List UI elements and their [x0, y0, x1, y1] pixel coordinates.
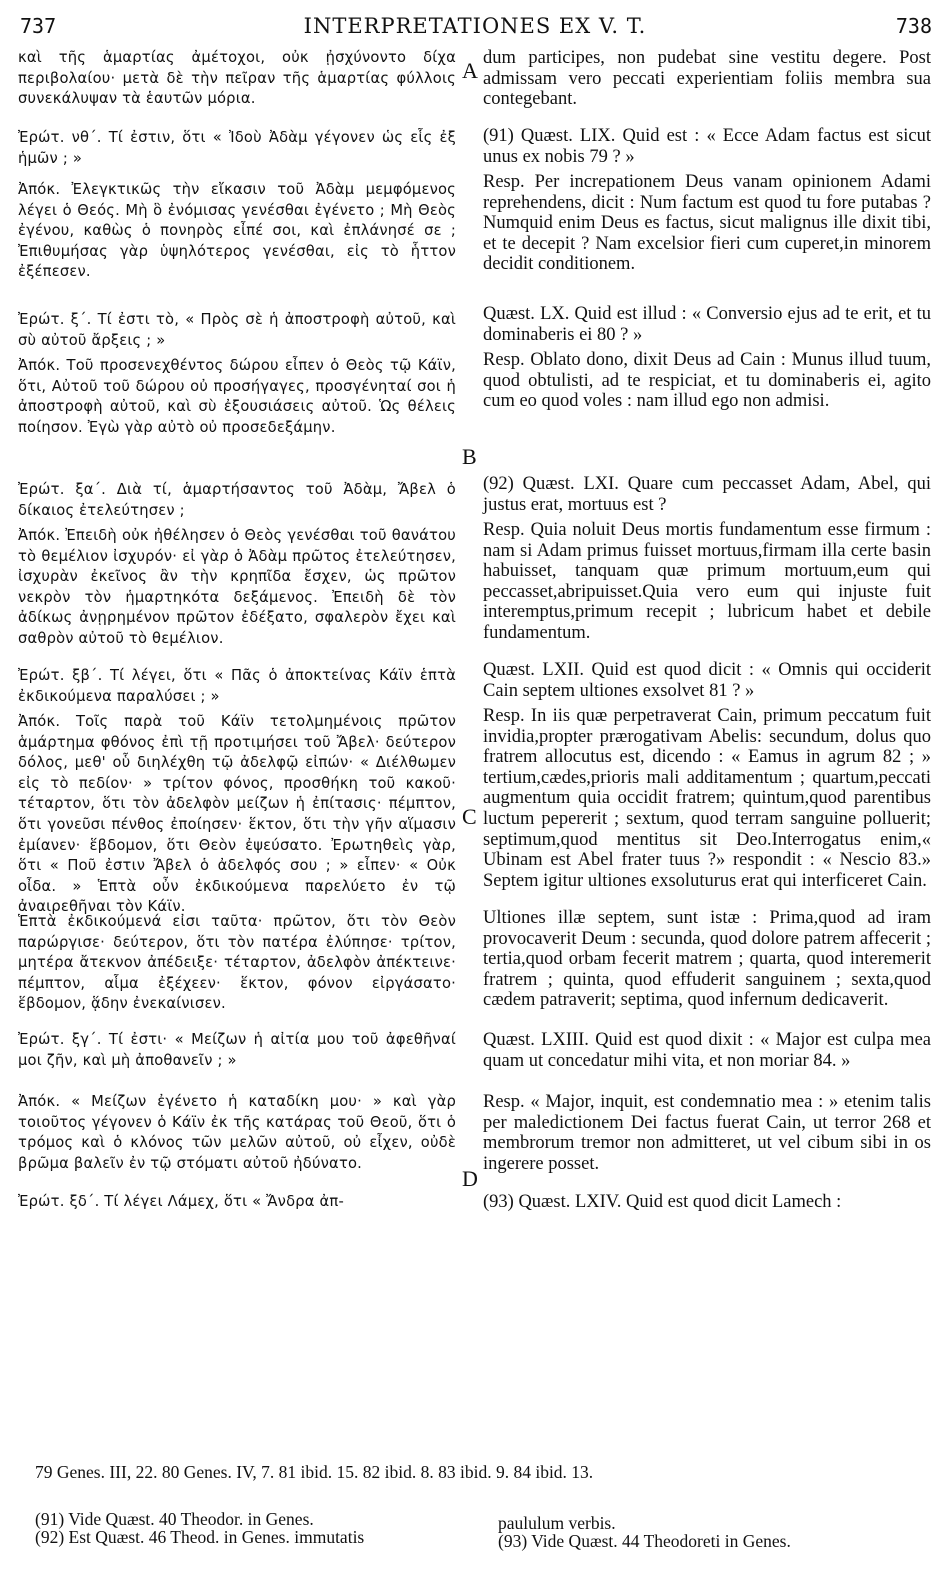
greek-question-61: Ἐρώτ. ξα΄. Διὰ τί, ἁμαρτήσαντος τοῦ Ἀδὰμ, Ἄβελ ὁ δίκαιος ἐτελεύτησεν ; [18, 481, 456, 519]
latin-question-61: (92) Quæst. LXI. Quare cum peccasset Adam, Abel, qui justus erat, mortuus est ? [483, 474, 931, 515]
latin-seven-punishments: Ultiones illæ septem, sunt istæ : Prima,quod ad iram provocaverit Deum : secunda, quod dolore patrem affecerit ; tertia,quod orbam fecerit matrem ; quarta, quod interemerit fratrem ; quinta, quod effuderit sanguinem ; sexta,quod cædem patraverit; septima, quod infernum dedicaverit. [483, 908, 931, 1011]
page-number-left: 737 [20, 14, 57, 38]
latin-column [483, 48, 931, 1213]
latin-answer-62: Resp. In iis quæ perpetraverat Cain, primum peccatum fuit invidia,propter prærogativam Abelis: secundum, dolus quo fratrem allocutus est, dicendo : « Eamus in agrum 82 ; » tertium,cædes,prioris mali additamentum ; quartum,peccati augmentum quia occidit fratrem; quintum,quod parentibus luctum pepererit ; sextum, quod terram sanguine polluerit; septimum,quod mentitus sit Deo.Interrogatus enim,« Ubinam est Abel frater tuus ?» respondit : « Nescio 83.» Septem igitur ultiones exsoluturus erat qui interficeret Cain. [483, 706, 931, 891]
running-header [0, 14, 950, 44]
latin-answer-60: Resp. Oblato dono, dixit Deus ad Cain : Munus illud tuum, quod obtulisti, ad te respiciat, et tu dominaberis ei, agito cum eo quod voles : nam illud ego non admisi. [483, 350, 931, 412]
greek-question-63: Ἐρώτ. ξγ΄. Τί ἐστι· « Μείζων ἡ αἰτία μου τοῦ ἀφεθῆναί μοι ζῆν, καὶ μὴ ἀποθανεῖν ; » [18, 1031, 456, 1069]
margin-letter-a: A [462, 58, 478, 83]
greek-question-62: Ἐρώτ. ξβ΄. Τί λέγει, ὅτι « Πᾶς ὁ ἀποκτείνας Κάϊν ἑπτὰ ἐκδικούμενα παραλύσει ; » [18, 667, 456, 705]
margin-letter-d: D [462, 1166, 478, 1191]
greek-question-59: Ἐρώτ. νθ΄. Τί ἐστιν, ὅτι « Ἰδοὺ Ἀδὰμ γέγονεν ὡς εἷς ἐξ ἡμῶν ; » [18, 129, 456, 167]
greek-seven-punishments: Ἑπτὰ ἐκδικούμενά εἰσι ταῦτα· πρῶτον, ὅτι τὸν Θεὸν παρώργισε· δεύτερον, ὅτι τὸν πατέρα ἐλύπησε· τρίτον, μητέρα ἄτεκνον ἀπέδειξε· τέταρτον, ἀδελφὸν ἀπέκτεινε· πέμπτον, αἷμα ἐξέχεεν· ἕκτον, φόνον εἰργάσατο· ἕβδομον, ᾅδην ἐνεκαίνισεν. [18, 913, 456, 1013]
greek-answer-59: Ἀπόκ. Ἐλεγκτικῶς τὴν εἴκασιν τοῦ Ἀδὰμ μεμφόμενος λέγει ὁ Θεός. Μὴ ὃ ἐνόμισας γενέσθαι ἐγένετο ; Μὴ Θεὸς ἐγένου, καθὼς ὁ πονηρὸς εἶπέ σοι, καὶ ἐπλάνησέ σε ; Ἐπιθυμήσας γὰρ ὑψηλότερος γενέσθαι, εἰς τὸ ἧττον ἐξέπεσεν. [18, 181, 456, 281]
note-93: (93) Vide Quæst. 44 Theodoreti in Genes. [498, 1531, 791, 1551]
latin-question-64: (93) Quæst. LXIV. Quid est quod dicit Lamech : [483, 1192, 842, 1212]
latin-paragraph: dum participes, non pudebat sine vestitu degere. Post admissam vero peccati experientiam foliis membra sua contegebant. [483, 48, 931, 110]
latin-answer-59: Resp. Per increpationem Deus vanam opinionem Adami reprehendens, dicit : Num factum est quod tu fore putabas ? Numquid enim Deus es factus, sicut malignus ille dixit tibi, et te decepit ? Nam excelsior fieri cum cuperet,in minorem decidit conditionem. [483, 172, 931, 275]
greek-answer-63: Ἀπόκ. « Μείζων ἐγένετο ἡ καταδίκη μου· » καὶ γὰρ τοιοῦτος γέγονεν ὁ Κάϊν ἐκ τῆς κατάρας τοῦ Θεοῦ, ὅτι ὁ τρόμος καὶ ὁ κλόνος τῶν μελῶν αὐτοῦ, οὐ εἶχεν, οὐδὲ βρῶμα βαλεῖν ἐν τῷ στόματι αὐτοῦ ἠδύνατο. [18, 1093, 456, 1172]
greek-answer-62: Ἀπόκ. Τοῖς παρὰ τοῦ Κάϊν τετολμημένοις πρῶτον ἁμάρτημα φθόνος ἐπὶ τῇ προτιμήσει τοῦ Ἄβελ· δεύτερον δόλος, μεθ' οὗ διηλέχθη τῷ ἀδελφῷ εἰπών· « Διέλθωμεν εἰς τὸ πεδίον· » τρίτον φόνος, προσθήκη τοῦ κακοῦ· τέταρτον, ὅτι τὸν ἀδελφὸν μείζων ἡ ἐπίτασις· πέμπτον, ὅτι γονεῦσι πένθος ἐποίησεν· ἕκτον, ὅτι τὴν γῆν αἵμασιν ἐμίανεν· ἕβδομον, ὅτι Θεὸν ἐψεύσατο. Ἐρωτηθεὶς γὰρ, ὅτι « Ποῦ ἐστιν Ἄβελ ὁ ἀδελφός σου ; » εἶπεν· « Οὐκ οἶδα. » Ἑπτὰ οὖν ἐκδικούμενα παρελύετο ἐν τῷ ἀναιρεθῆναι τὸν Κάϊν. [18, 713, 456, 916]
margin-letter-b: B [462, 444, 477, 469]
latin-answer-63: Resp. « Major, inquit, est condemnatio mea : » etenim talis per maledictionem Dei factus fuerat Cain, ut terror 268 et membrorum tremor non admitteret, ut vel cibum sibi in os ingerere posset. [483, 1092, 931, 1174]
greek-question-64: Ἐρώτ. ξδ΄. Τί λέγει Λάμεχ, ὅτι « Ἄνδρα ἀπ- [18, 1193, 344, 1210]
notes-right [498, 1514, 938, 1550]
notes-left [35, 1510, 475, 1546]
greek-paragraph: καὶ τῆς ἁμαρτίας ἀμέτοχοι, οὐκ ᾐσχύνοντο δίχα περιβολαίου· μετὰ δὲ τὴν πεῖραν τῆς ἁμαρτίας φύλλοις συνεκάλυψαν τὰ ἑαυτῶν μόρια. [18, 49, 456, 108]
greek-question-60: Ἐρώτ. ξ΄. Τί ἐστι τὸ, « Πρὸς σὲ ἡ ἀποστροφὴ αὐτοῦ, καὶ σὺ αὐτοῦ ἄρξεις ; » [18, 311, 456, 349]
latin-answer-61: Resp. Quia noluit Deus mortis fundamentum esse firmum : nam si Adam primus fuisset mortuus,firmam illa certe basin habuisset, tanquam quæ primum mortuum,eum qui peccasset,abripuisset.Quia vero eum qui injuste fuit interemptus,primum recepit ; lubricum habet et debile fundamentum. [483, 520, 931, 643]
running-title: INTERPRETATIONES EX V. T. [303, 14, 647, 38]
latin-question-63: Quæst. LXIII. Quid est quod dixit : « Major est culpa mea quam ut concedatur mihi vita, et non moriar 84. » [483, 1030, 931, 1071]
greek-answer-60: Ἀπόκ. Τοῦ προσενεχθέντος δώρου εἶπεν ὁ Θεὸς τῷ Κάϊν, ὅτι, Αὐτοῦ τοῦ δώρου οὐ προσήγαγες, προσγένηταί σοι ἡ ἀποστροφὴ αὐτοῦ, καὶ σὺ ἐξουσιάσεις αὐτοῦ. Ὡς θέλεις ποίησον. Ἐγὼ γὰρ αὐτὸ οὐ προσεδεξάμην. [18, 357, 456, 436]
page-number-right: 738 [895, 14, 932, 38]
latin-question-59: (91) Quæst. LIX. Quid est : « Ecce Adam factus est sicut unus ex nobis 79 ? » [483, 126, 931, 167]
latin-question-62: Quæst. LXII. Quid est quod dicit : « Omnis qui occiderit Cain septem ultiones exsolvet 81 ? » [483, 660, 931, 701]
latin-question-60: Quæst. LX. Quid est illud : « Conversio ejus ad te erit, et tu dominaberis ei 80 ? » [483, 304, 931, 345]
note-91: (91) Vide Quæst. 40 Theodor. in Genes. [35, 1509, 314, 1529]
greek-column [18, 48, 456, 1213]
note-92-cont: paululum verbis. [498, 1513, 616, 1533]
margin-letter-c: C [462, 804, 477, 829]
note-92: (92) Est Quæst. 46 Theod. in Genes. immutatis [35, 1527, 365, 1547]
greek-answer-61: Ἀπόκ. Ἐπειδὴ οὐκ ἠθέλησεν ὁ Θεὸς γενέσθαι τοῦ θανάτου τὸ θεμέλιον ἰσχυρόν· εἰ γὰρ ὁ Ἀδὰμ πρῶτος ἐτελεύτησεν, ἰσχυρὰν ἐκεῖνος ἂν τὴν κρηπῖδα ἔσχεν, ὡς πρῶτον νεκρὸν τὸν ἡμαρτηκότα δεξάμενος. Ἐπειδὴ δὲ τὸν ἀδίκως ἀνῃρημένον πρῶτον ἐδέξατο, σφαλερὸν ἔχει καὶ σαθρὸν αὐτοῦ τὸ θεμέλιον. [18, 527, 456, 647]
scripture-footnotes: 79 Genes. III, 22. 80 Genes. IV, 7. 81 ibid. 15. 82 ibid. 8. 83 ibid. 9. 84 ibid. 13. [35, 1462, 594, 1482]
